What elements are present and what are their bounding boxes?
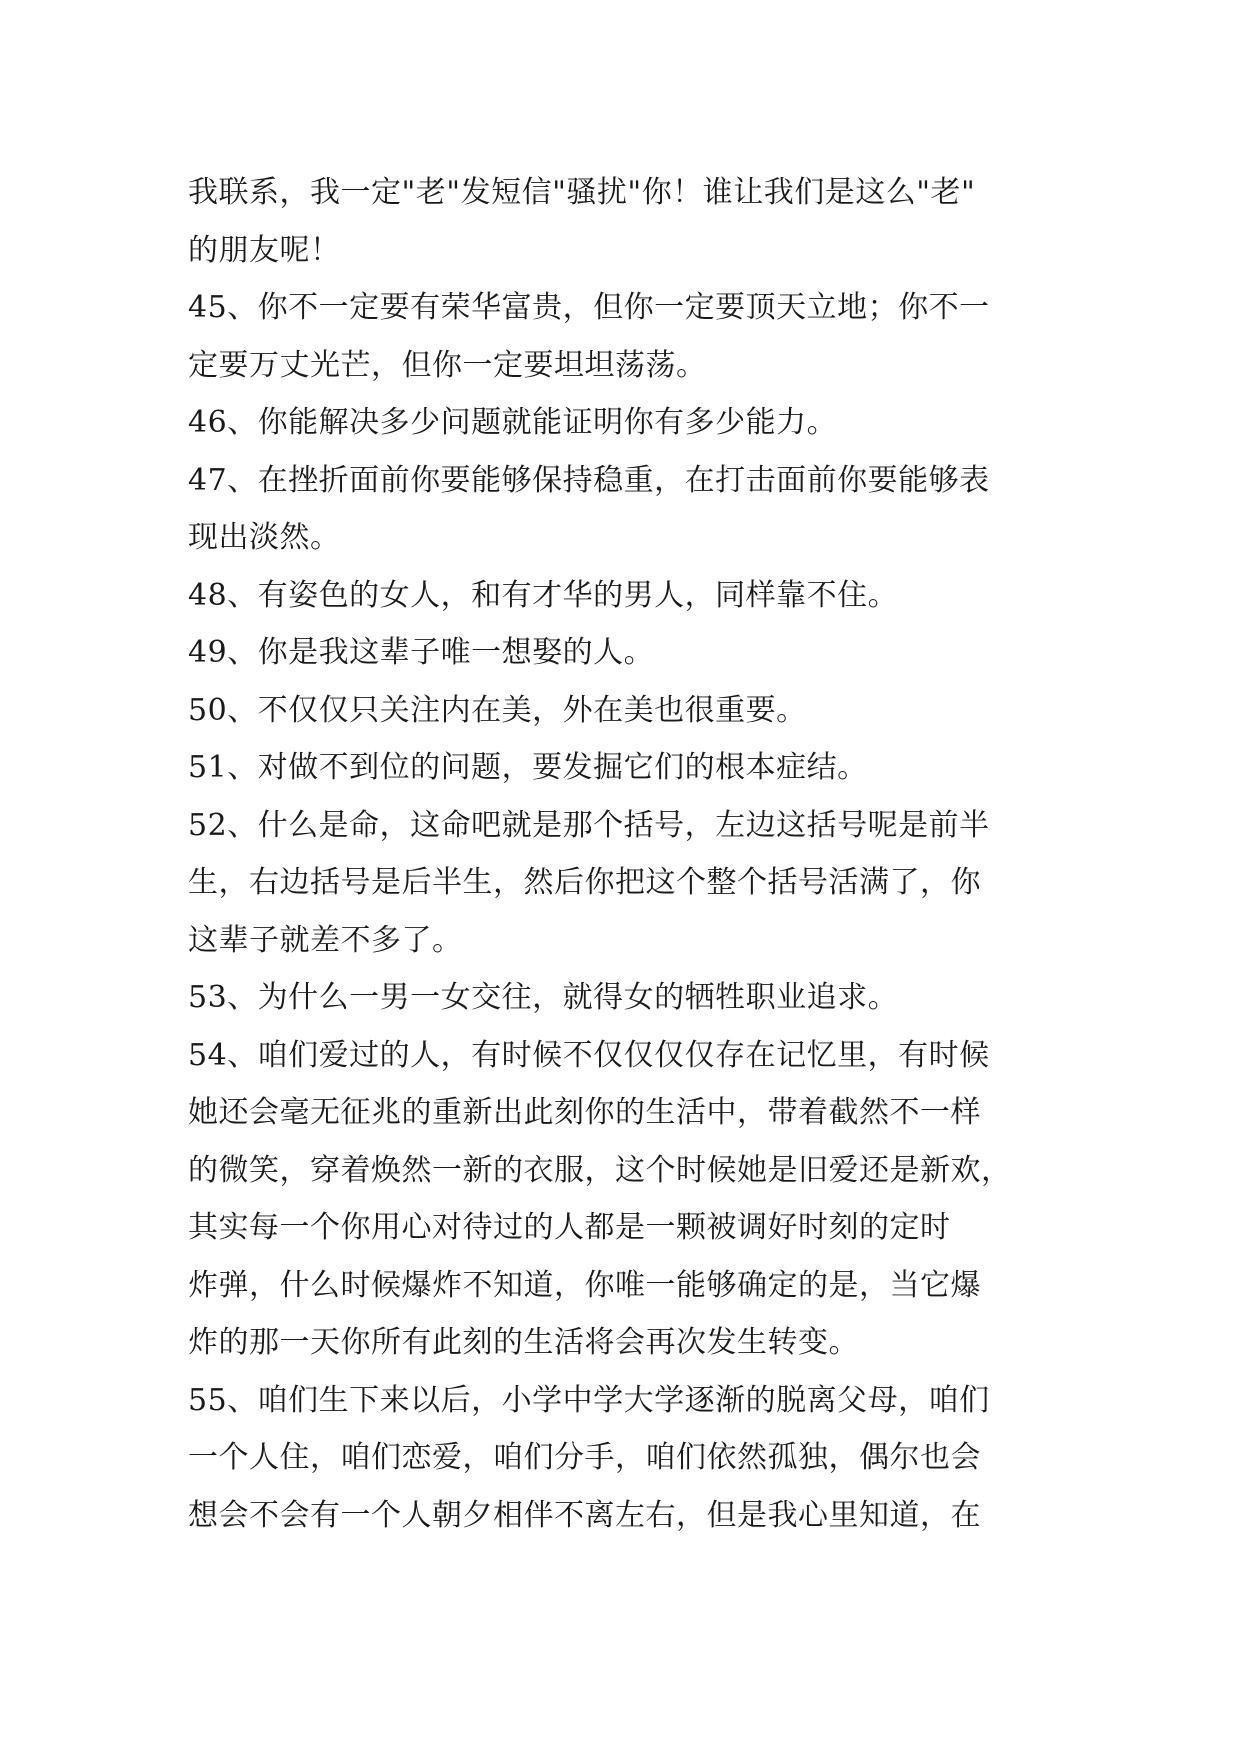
text-line: 51、对做不到位的问题，要发掘它们的根本症结。 [188,750,868,785]
text-line: 一个人住，咱们恋爱，咱们分手，咱们依然孤独，偶尔也会 [188,1440,981,1475]
text-line: 46、你能解决多少问题就能证明你有多少能力。 [188,405,838,440]
text-line: 炸弹，什么时候爆炸不知道，你唯一能够确定的是，当它爆 [188,1267,981,1303]
text-line: 的朋友呢！ [188,232,341,268]
text-line: 想会不会有一个人朝夕相伴不离左右，但是我心里知道，在 [188,1497,981,1533]
text-line: 45、你不一定要有荣华富贵，但你一定要顶天立地；你不一 [188,290,990,325]
text-line: 55、咱们生下来以后，小学中学大学逐渐的脱离父母，咱们 [188,1382,990,1418]
text-line: 50、不仅仅只关注内在美，外在美也很重要。 [188,692,807,728]
text-line: 47、在挫折面前你要能够保持稳重，在打击面前你要能够表 [188,462,990,498]
body-text [188,164,1068,1544]
text-line: 54、咱们爱过的人，有时候不仅仅仅仅存在记忆里，有时候 [188,1037,990,1073]
text-line: 这辈子就差不多了。 [188,922,463,958]
text-line: 48、有姿色的女人，和有才华的男人，同样靠不住。 [188,577,899,613]
text-line: 现出淡然。 [188,520,341,555]
text-line: 其实每一个你用心对待过的人都是一颗被调好时刻的定时 [188,1210,951,1245]
text-line: 炸的那一天你所有此刻的生活将会再次发生转变。 [188,1325,859,1360]
text-line: 她还会毫无征兆的重新出此刻你的生活中，带着截然不一样 [188,1095,981,1130]
text-line: 定要万丈光芒，但你一定要坦坦荡荡。 [188,347,707,383]
text-line: 49、你是我这辈子唯一想娶的人。 [188,635,655,670]
text-line: 的微笑，穿着焕然一新的衣服，这个时候她是旧爱还是新欢， [188,1152,1012,1188]
text-line: 我联系，我一定"老"发短信"骚扰"你！谁让我们是这么"老" [188,175,976,210]
text-line: 生，右边括号是后半生，然后你把这个整个括号活满了，你 [188,865,981,900]
text-line: 52、什么是命，这命吧就是那个括号，左边这括号呢是前半 [188,807,990,843]
text-line: 53、为什么一男一女交往，就得女的牺牲职业追求。 [188,980,899,1015]
